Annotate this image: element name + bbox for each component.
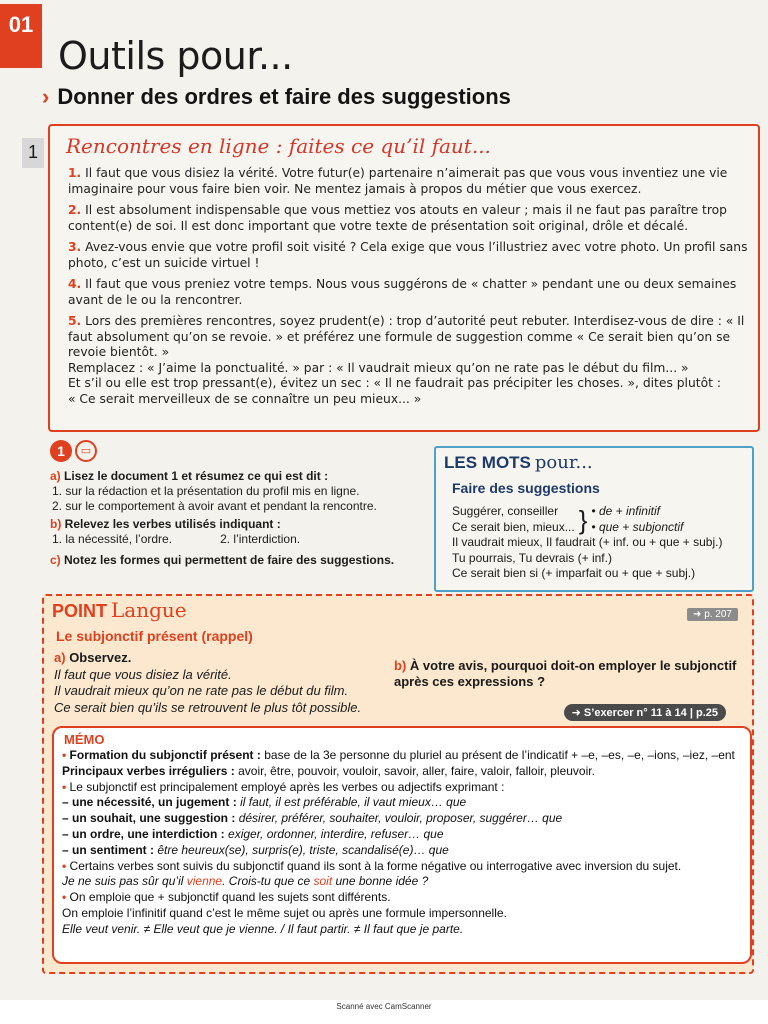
document-box	[48, 124, 760, 432]
point-langue-subtitle: Le subjonctif présent (rappel)	[56, 628, 253, 644]
les-mots-title: LES MOTS pour...	[444, 452, 593, 473]
activity-number: 1	[50, 440, 72, 462]
memo-usage-item: – un ordre, une interdiction : exiger, ordonner, interdire, refuser… que	[62, 826, 444, 841]
suggestion-group: Suggérer, conseiller Ce serait bien, mieux... } • de + infinitif • que + subjonctif	[452, 504, 684, 535]
page-reference-tag: ➜ p. 207	[687, 608, 738, 621]
lesson-number-tag: 01	[0, 4, 42, 68]
exercise-reference: ➜ S’exercer n° 11 à 14 | p.25	[564, 704, 726, 721]
observation-label: a) Observez.	[54, 650, 132, 665]
book-icon: ▭	[75, 440, 97, 462]
memo-infinitive-example: Elle veut venir. ≠ Elle veut que je vienne. / Il faut partir. ≠ Il faut que je parte.	[62, 921, 464, 936]
memo-que: • On emploie que + subjonctif quand les sujets sont différents.	[62, 890, 391, 905]
memo-title: MÉMO	[64, 732, 105, 747]
memo-usage-item: – un souhait, une suggestion : désirer, préférer, souhaiter, vouloir, proposer, suggérer… que	[62, 811, 563, 826]
document-item: 4. Il faut que vous preniez votre temps. Nous vous suggérons de « chatter » pendant une ou deux semaines avant de le ou la rencontrer.	[68, 277, 737, 307]
observation-line: Il faut que vous disiez la vérité.	[54, 666, 232, 682]
document-extra-line: Et s’il ou elle est trop pressant(e), évitez un sec : « Il ne faudrait pas précipiter les choses. », dites plutôt :	[68, 376, 721, 390]
suggestion-line: Ce serait bien si (+ imparfait ou + que + subj.)	[452, 566, 696, 580]
brace-icon: }	[578, 504, 588, 535]
observation-block	[54, 650, 414, 716]
observation-line: Ce serait bien qu’ils se retrouvent le plus tôt possible.	[54, 699, 362, 715]
question-a-item: 2. sur le comportement à avoir avant et pendant la rencontre.	[52, 499, 377, 513]
suggestion-line: Il vaudrait mieux, Il faudrait (+ inf. ou + que + subj.)	[452, 535, 723, 549]
chevron-right-icon: ›	[42, 84, 50, 109]
memo-formation: • Formation du subjonctif présent : base de la 3e personne du pluriel au présent de l’indicatif + –e, –es, –e, –ions, –iez, –ent	[62, 748, 735, 762]
question-c: c) Notez les formes qui permettent de faire des suggestions.	[50, 553, 395, 567]
document-extra-line: Remplacez : « J’aime la ponctualité. » par : « Il vaudrait mieux qu’on ne rate pas le début du film... »	[68, 360, 689, 375]
document-item: 3. Avez-vous envie que votre profil soit visité ? Cela exige que vous l’illustriez avec votre photo. Un profil sans photo, c’est un suicide virtuel !	[68, 240, 748, 270]
activity-questions	[50, 466, 426, 568]
memo-infinitive: On emploie l’infinitif quand c’est le même sujet ou après une formule impersonnelle.	[62, 905, 507, 920]
observation-line: Il vaudrait mieux qu’on ne rate pas le début du film.	[54, 683, 349, 698]
scan-footer: Scanné avec CamScanner	[336, 1002, 432, 1011]
memo-body	[62, 748, 752, 938]
page-subtitle	[42, 84, 511, 110]
document-number: 1	[22, 138, 44, 168]
document-item: 1. Il faut que vous disiez la vérité. Votre futur(e) partenaire n’aimerait pas que vous vous inventiez une vie imaginaire pour vous faire bien voir. Ne mentez jamais à propos du métier que vous exercez.	[68, 166, 728, 196]
memo-irregular: Principaux verbes irréguliers : avoir, être, pouvoir, vouloir, savoir, aller, faire, valoir, falloir, pleuvoir.	[62, 763, 595, 778]
document-extra-line: « Ce serait merveilleux de se connaître un peu mieux... »	[68, 391, 422, 406]
page-subtitle-text: Donner des ordres et faire des suggestions	[57, 84, 511, 109]
question-b-item: 2. l’interdiction.	[220, 532, 301, 546]
question-a: a) Lisez le document 1 et résumez ce qui est dit :	[50, 469, 329, 483]
question-b: b) Relevez les verbes utilisés indiquant :	[50, 517, 281, 531]
page-title: Outils pour...	[58, 34, 293, 78]
question-b-items	[50, 532, 426, 547]
document-item: 2. Il est absolument indispensable que vous mettiez vos atouts en valeur ; mais il ne faut pas paraître trop content(e) de soi. Il est donc important que votre texte de présentation soit original, drôle et décalé.	[68, 203, 727, 233]
les-mots-body	[452, 504, 752, 582]
suggestion-line: Tu pourrais, Tu devrais (+ inf.)	[452, 550, 612, 565]
les-mots-box	[434, 446, 754, 592]
memo-box	[52, 726, 752, 964]
point-langue-title: POINT Langue	[52, 598, 187, 622]
memo-usage-item: – une nécessité, un jugement : il faut, il est préférable, il vaut mieux… que	[62, 795, 467, 810]
memo-negative: • Certains verbes sont suivis du subjonctif quand ils sont à la forme négative ou interrogative avec inversion du sujet.	[62, 858, 682, 873]
memo-usage-intro: • Le subjonctif est principalement employé après les verbes ou adjectifs exprimant :	[62, 779, 505, 794]
memo-usage-item: – un sentiment : être heureux(se), surpris(e), triste, scandalisé(e)… que	[62, 842, 449, 857]
document-title: Rencontres en ligne : faites ce qu’il faut...	[66, 134, 491, 158]
question-b-item: 1. la nécessité, l’ordre.	[52, 532, 173, 546]
les-mots-subtitle: Faire des suggestions	[452, 480, 600, 496]
document-body	[68, 166, 758, 407]
memo-negative-example: Je ne suis pas sûr qu’il vienne. Crois-tu que ce soit une bonne idée ?	[62, 874, 429, 889]
document-item: 5. Lors des premières rencontres, soyez prudent(e) : trop d’autorité peut rebuter. Interdisez-vous de dire : « Il faut absolument qu’on se revoie. » et préférez une formule de suggestion comme « Ce serait bien qu’on se revoie bientôt. »	[68, 314, 745, 359]
question-b-point: b) À votre avis, pourquoi doit-on employer le subjonctif après ces expressions ?	[394, 658, 737, 689]
question-a-item: 1. sur la rédaction et la présentation du profil mis en ligne.	[52, 484, 360, 498]
